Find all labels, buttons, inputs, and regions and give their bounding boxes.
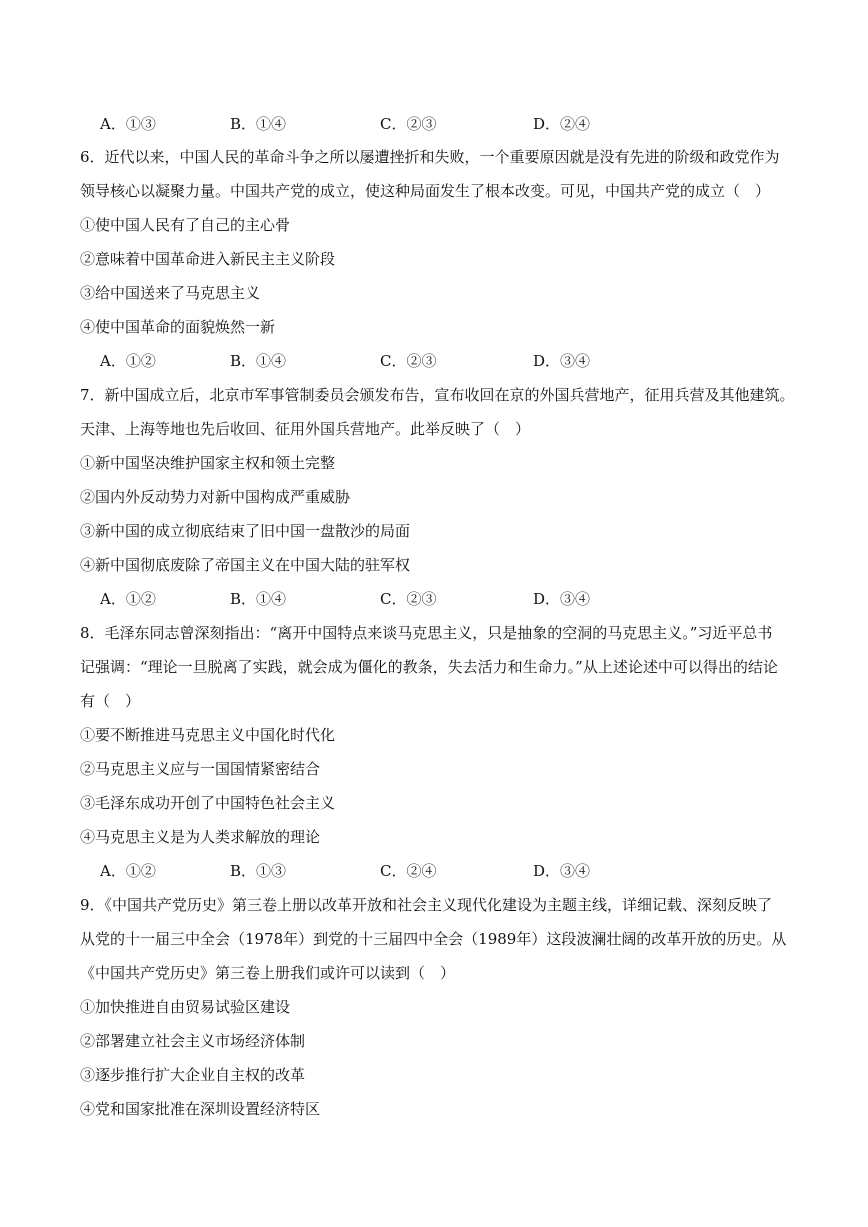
q6-option-a[interactable]: A．①② — [100, 352, 156, 370]
q7-stem-line-2: 天津、上海等地也先后收回、征用外国兵营地产。此举反映了（ ） — [80, 420, 531, 438]
q8-item-1: ①要不断推进马克思主义中国化时代化 — [80, 726, 336, 744]
q7-option-d[interactable]: D．③④ — [533, 590, 591, 608]
q7-stem-line-1: 7．新中国成立后，北京市军事管制委员会颁发布告，宣布收回在京的外国兵营地产，征用兵营及其他建筑。 — [80, 386, 795, 404]
q8-item-3: ③毛泽东成功开创了中国特色社会主义 — [80, 794, 336, 812]
q8-stem-line-3: 有（ ） — [80, 692, 141, 710]
q8-option-d[interactable]: D．③④ — [533, 862, 591, 880]
q8-item-4: ④马克思主义是为人类求解放的理论 — [80, 828, 321, 846]
q6-stem-line-1: 6．近代以来，中国人民的革命斗争之所以屡遭挫折和失败，一个重要原因就是没有先进的阶级和政党作为 — [80, 148, 780, 166]
q8-option-b[interactable]: B．①③ — [230, 862, 287, 880]
q9-item-3: ③逐步推行扩大企业自主权的改革 — [80, 1066, 306, 1084]
q9-item-4: ④党和国家批准在深圳设置经济特区 — [80, 1100, 321, 1118]
q6-item-3: ③给中国送来了马克思主义 — [80, 284, 261, 302]
q6-option-d[interactable]: D．③④ — [533, 352, 591, 370]
q9-item-1: ①加快推进自由贸易试验区建设 — [80, 998, 291, 1016]
q6-option-c[interactable]: C．②③ — [380, 352, 437, 370]
q6-item-1: ①使中国人民有了自己的主心骨 — [80, 216, 291, 234]
q5-option-d[interactable]: D．②④ — [533, 115, 591, 133]
q7-option-a[interactable]: A．①② — [100, 590, 156, 608]
q8-stem-line-2: 记强调：“理论一旦脱离了实践，就会成为僵化的教条，失去活力和生命力。”从上述论述中可以得出的结论 — [80, 658, 778, 676]
q5-option-a[interactable]: A．①③ — [100, 115, 156, 133]
q6-item-4: ④使中国革命的面貌焕然一新 — [80, 318, 276, 336]
q7-item-4: ④新中国彻底废除了帝国主义在中国大陆的驻军权 — [80, 556, 411, 574]
q9-stem-line-3: 《中国共产党历史》第三卷上册我们或许可以读到（ ） — [80, 964, 456, 982]
q8-item-2: ②马克思主义应与一国国情紧密结合 — [80, 760, 321, 778]
q6-stem-line-2: 领导核心以凝聚力量。中国共产党的成立，使这种局面发生了根本改变。可见，中国共产党的成立（ ） — [80, 182, 771, 200]
q9-stem-line-2: 从党的十一届三中全会（1978年）到党的十三届四中全会（1989年）这段波澜壮阔的改革开放的历史。从 — [80, 930, 787, 948]
q9-item-2: ②部署建立社会主义市场经济体制 — [80, 1032, 306, 1050]
q9-stem-line-1: 9．《中国共产党历史》第三卷上册以改革开放和社会主义现代化建设为主题主线，详细记载、深刻反映了 — [80, 896, 773, 914]
q7-option-b[interactable]: B．①④ — [230, 590, 287, 608]
q8-option-c[interactable]: C．②④ — [380, 862, 437, 880]
q7-item-2: ②国内外反动势力对新中国构成严重威胁 — [80, 488, 351, 506]
q7-item-1: ①新中国坚决维护国家主权和领土完整 — [80, 454, 336, 472]
q6-item-2: ②意味着中国革命进入新民主主义阶段 — [80, 250, 336, 268]
q8-option-a[interactable]: A．①② — [100, 862, 156, 880]
q7-item-3: ③新中国的成立彻底结束了旧中国一盘散沙的局面 — [80, 522, 411, 540]
q8-stem-line-1: 8．毛泽东同志曾深刻指出：“离开中国特点来谈马克思主义，只是抽象的空洞的马克思主义。”习近平总书 — [80, 624, 773, 642]
q5-option-c[interactable]: C．②③ — [380, 115, 437, 133]
q5-option-b[interactable]: B．①④ — [230, 115, 287, 133]
q6-option-b[interactable]: B．①④ — [230, 352, 287, 370]
q7-option-c[interactable]: C．②③ — [380, 590, 437, 608]
